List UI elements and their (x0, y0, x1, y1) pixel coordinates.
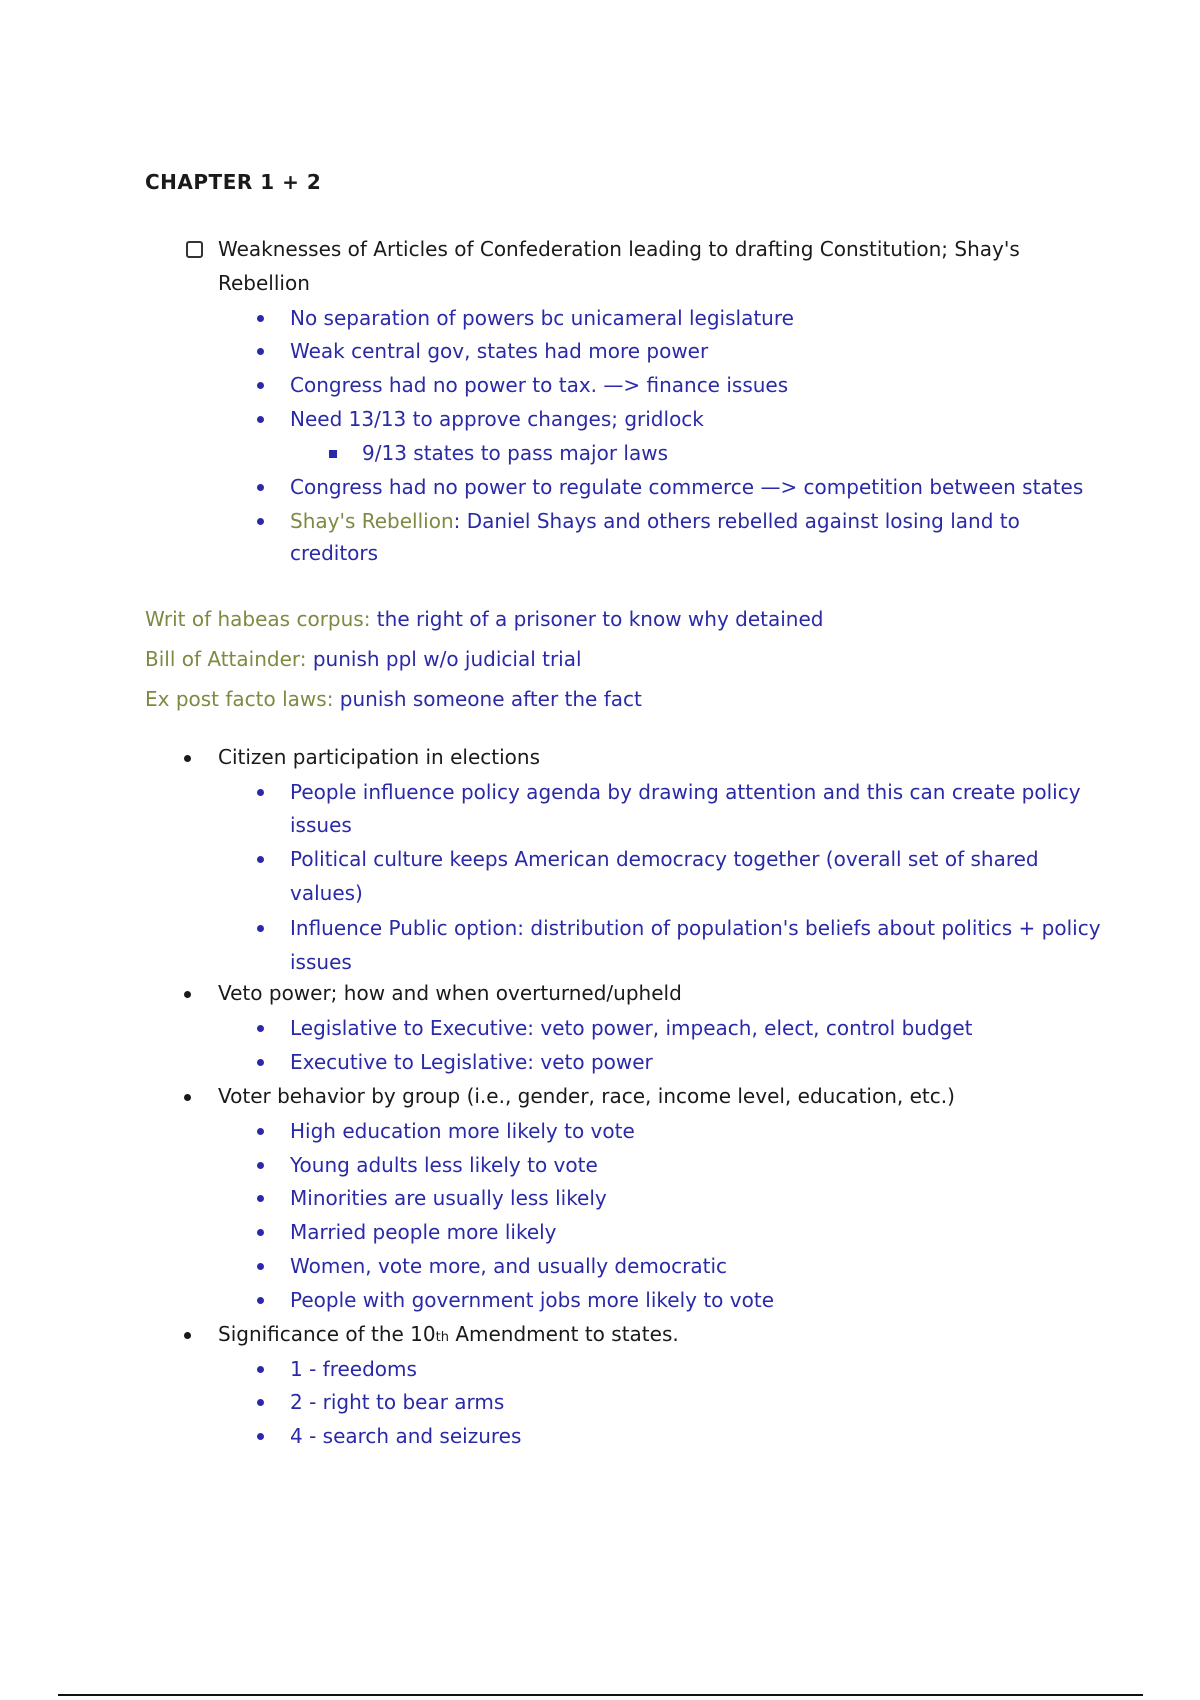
section4-heading: Voter behavior by group (i.e., gender, race, income level, education, etc.) (218, 1084, 955, 1108)
list-item-cont: values) (290, 881, 363, 905)
term-definition: punish someone after the fact (333, 687, 642, 711)
bullet-icon (257, 1195, 264, 1202)
list-item: Weak central gov, states had more power (290, 339, 709, 363)
term-definition: : Daniel Shays and others rebelled against losing land to (453, 509, 1020, 533)
term-label: Bill of Attainder: (145, 647, 307, 671)
bullet-icon (257, 348, 264, 355)
term-row (145, 606, 823, 632)
sub-list-item: 9/13 states to pass major laws (362, 441, 668, 465)
section5-heading (218, 1321, 679, 1351)
footer-divider (58, 1694, 1143, 1696)
list-item: 1 - freedoms (290, 1357, 417, 1381)
bullet-icon (184, 991, 191, 998)
heading-text: Amendment to states. (448, 1322, 679, 1346)
term-definition: the right of a prisoner to know why detained (370, 607, 824, 631)
bullet-icon (184, 755, 191, 762)
ordinal-suffix: th (435, 1330, 449, 1345)
list-item-shays (290, 508, 1020, 534)
list-item: No separation of powers bc unicameral legislature (290, 306, 794, 330)
bullet-icon (257, 1059, 264, 1066)
list-item: Legislative to Executive: veto power, impeach, elect, control budget (290, 1016, 973, 1040)
list-item-cont: creditors (290, 541, 379, 565)
bullet-icon (257, 1433, 264, 1440)
list-item: Married people more likely (290, 1220, 557, 1244)
list-item: Women, vote more, and usually democratic (290, 1254, 728, 1278)
bullet-icon (257, 1399, 264, 1406)
list-item: Need 13/13 to approve changes; gridlock (290, 407, 704, 431)
list-item-cont: issues (290, 813, 352, 837)
list-item: 4 - search and seizures (290, 1424, 522, 1448)
bullet-icon (257, 1297, 264, 1304)
list-item: Executive to Legislative: veto power (290, 1050, 653, 1074)
list-item: Congress had no power to regulate commerce —> competition between states (290, 475, 1084, 499)
page-title: CHAPTER 1 + 2 (145, 170, 322, 194)
bullet-icon (257, 1162, 264, 1169)
list-item: People influence policy agenda by drawing attention and this can create policy (290, 780, 1081, 804)
term-label: Ex post facto laws: (145, 687, 334, 711)
bullet-icon (257, 1025, 264, 1032)
list-item-cont: issues (290, 950, 352, 974)
bullet-icon (257, 484, 264, 491)
list-item: Influence Public option: distribution of population's beliefs about politics + policy (290, 916, 1101, 940)
bullet-icon (257, 856, 264, 863)
list-item: Political culture keeps American democracy together (overall set of shared (290, 847, 1039, 871)
term-definition: punish ppl w/o judicial trial (306, 647, 582, 671)
term-label: Writ of habeas corpus: (145, 607, 371, 631)
bullet-icon (257, 416, 264, 423)
list-item: Minorities are usually less likely (290, 1186, 607, 1210)
section1-heading-cont: Rebellion (218, 271, 310, 295)
bullet-icon (257, 1229, 264, 1236)
square-bullet-icon (329, 450, 337, 458)
bullet-icon (257, 382, 264, 389)
term-row (145, 686, 642, 712)
bullet-icon (257, 1128, 264, 1135)
term-label: Shay's Rebellion (290, 509, 454, 533)
bullet-icon (257, 1263, 264, 1270)
heading-text: Significance of the 10 (218, 1322, 436, 1346)
bullet-icon (257, 315, 264, 322)
list-item: 2 - right to bear arms (290, 1390, 505, 1414)
bullet-icon (184, 1332, 191, 1339)
list-item: High education more likely to vote (290, 1119, 635, 1143)
list-item: People with government jobs more likely to vote (290, 1288, 774, 1312)
checkbox[interactable] (186, 241, 203, 258)
bullet-icon (184, 1094, 191, 1101)
section1-heading: Weaknesses of Articles of Confederation leading to drafting Constitution; Shay's (218, 237, 1020, 261)
bullet-icon (257, 518, 264, 525)
term-row (145, 646, 582, 672)
list-item: Young adults less likely to vote (290, 1153, 598, 1177)
bullet-icon (257, 1366, 264, 1373)
bullet-icon (257, 925, 264, 932)
bullet-icon (257, 789, 264, 796)
section3-heading: Veto power; how and when overturned/upheld (218, 981, 682, 1005)
list-item: Congress had no power to tax. —> finance issues (290, 373, 789, 397)
section2-heading: Citizen participation in elections (218, 745, 540, 769)
